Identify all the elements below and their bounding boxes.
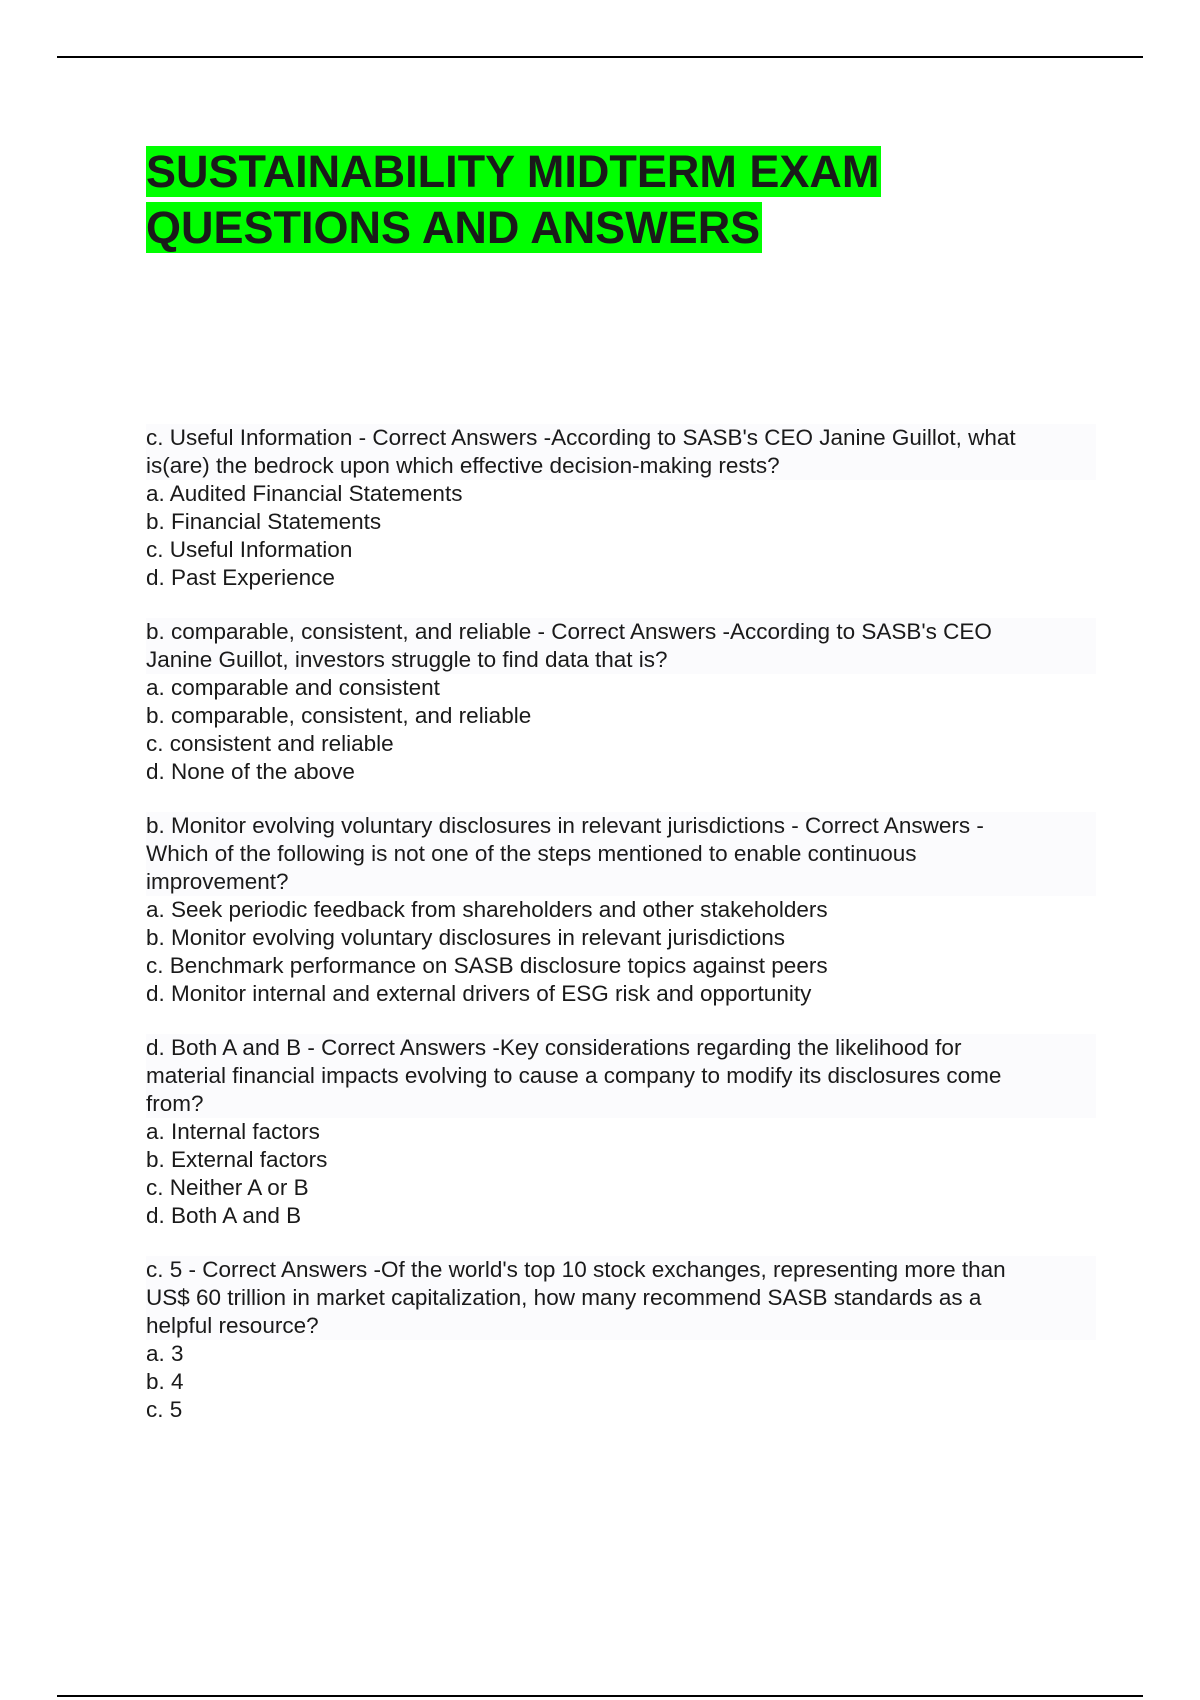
answer-option: c. 5 <box>146 1397 183 1422</box>
answer-option: b. Financial Statements <box>146 509 382 534</box>
answer-option: a. Audited Financial Statements <box>146 481 463 506</box>
answer-option: d. None of the above <box>146 759 355 784</box>
question-line: US$ 60 trillion in market capitalization, how many recommend SASB standards as a <box>146 1284 1096 1312</box>
answer-option: a. 3 <box>146 1341 184 1366</box>
answer-option: d. Past Experience <box>146 565 335 590</box>
question-line: from? <box>146 1090 1096 1118</box>
answer-option: a. comparable and consistent <box>146 675 440 700</box>
question-line: b. comparable, consistent, and reliable - Correct Answers -According to SASB's CEO <box>146 618 1096 646</box>
answer-option: c. Useful Information <box>146 537 353 562</box>
question-line: material financial impacts evolving to cause a company to modify its disclosures come <box>146 1062 1096 1090</box>
answer-option: c. Neither A or B <box>146 1175 309 1200</box>
question-line: is(are) the bedrock upon which effective decision-making rests? <box>146 452 1096 480</box>
question-line: Janine Guillot, investors struggle to find data that is? <box>146 646 1096 674</box>
title-line-2: QUESTIONS AND ANSWERS <box>146 202 761 253</box>
answer-option: a. Internal factors <box>146 1119 320 1144</box>
answer-option: c. Benchmark performance on SASB disclosure topics against peers <box>146 953 828 978</box>
bottom-rule <box>57 1695 1143 1697</box>
answer-option: c. consistent and reliable <box>146 731 394 756</box>
question-line: c. Useful Information - Correct Answers -According to SASB's CEO Janine Guillot, what <box>146 424 1096 452</box>
answer-option: d. Monitor internal and external drivers of ESG risk and opportunity <box>146 981 812 1006</box>
qa-list <box>146 424 1096 1450</box>
question-line: d. Both A and B - Correct Answers -Key considerations regarding the likelihood for <box>146 1034 1096 1062</box>
answer-option: a. Seek periodic feedback from shareholders and other stakeholders <box>146 897 828 922</box>
answer-option: b. comparable, consistent, and reliable <box>146 703 532 728</box>
qa-item <box>146 618 1096 786</box>
qa-item <box>146 812 1096 1008</box>
qa-item <box>146 1034 1096 1230</box>
title-line-1: SUSTAINABILITY MIDTERM EXAM <box>146 146 880 197</box>
question-line: improvement? <box>146 868 1096 896</box>
qa-item <box>146 1256 1096 1424</box>
qa-item <box>146 424 1096 592</box>
question-line: c. 5 - Correct Answers -Of the world's top 10 stock exchanges, representing more than <box>146 1256 1096 1284</box>
page-title <box>146 144 881 256</box>
question-line: b. Monitor evolving voluntary disclosures in relevant jurisdictions - Correct Answers - <box>146 812 1096 840</box>
top-rule <box>57 56 1143 58</box>
answer-option: b. 4 <box>146 1369 184 1394</box>
answer-option: b. External factors <box>146 1147 328 1172</box>
answer-option: d. Both A and B <box>146 1203 302 1228</box>
answer-option: b. Monitor evolving voluntary disclosures in relevant jurisdictions <box>146 925 786 950</box>
question-line: helpful resource? <box>146 1312 1096 1340</box>
question-line: Which of the following is not one of the steps mentioned to enable continuous <box>146 840 1096 868</box>
